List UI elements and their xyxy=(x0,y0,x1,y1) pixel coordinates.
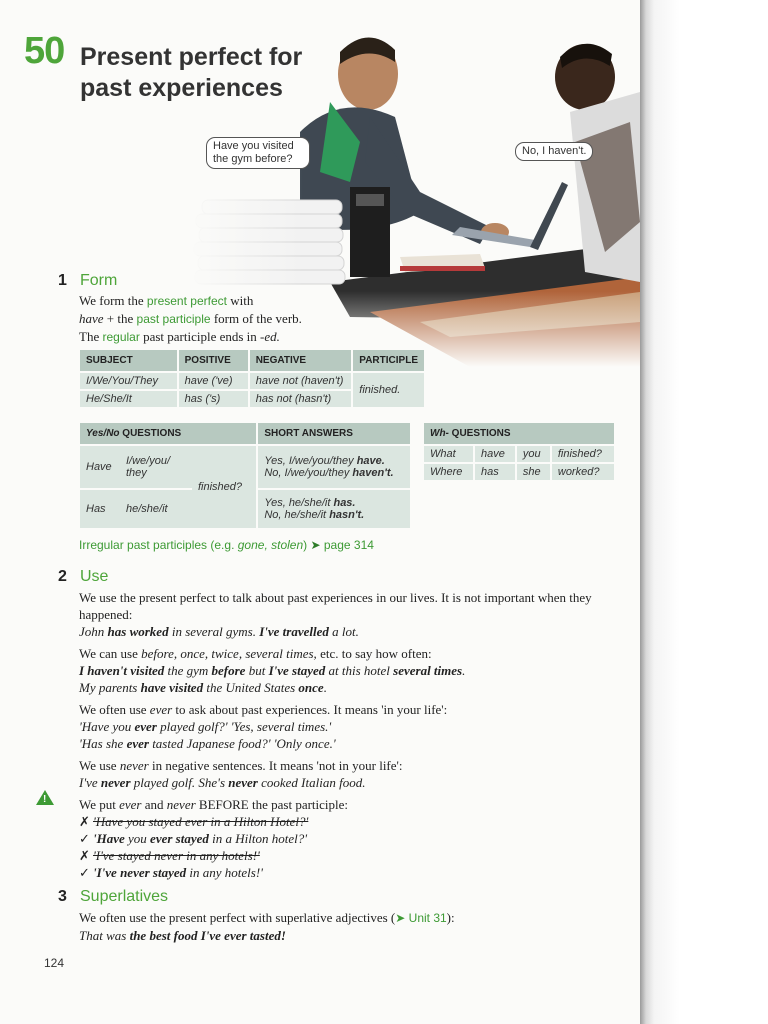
text: 'Have you xyxy=(79,719,135,734)
cell-aux: have xyxy=(473,444,515,462)
cell-subject-singular: he/she/it xyxy=(120,488,192,528)
text: the best food I've ever tasted! xyxy=(129,928,286,943)
cell-short-answers-singular xyxy=(256,488,410,528)
text: hasn't. xyxy=(329,509,365,521)
header-wh-label: Wh- xyxy=(430,428,449,439)
text: I haven't visited xyxy=(79,663,165,678)
page-edge-shadow xyxy=(640,0,768,1024)
text: BEFORE the past participle: xyxy=(195,797,349,812)
text: I've xyxy=(79,775,101,790)
right-example-2 xyxy=(79,864,599,881)
text: . xyxy=(323,680,327,695)
answer-yes-plural xyxy=(264,455,404,467)
text: We can use xyxy=(79,646,142,661)
text: cooked Italian food. xyxy=(257,775,366,790)
cell-subject-plural: I/we/you/ they xyxy=(120,444,192,488)
text: We often use the present perfect with superlative adjectives ( xyxy=(79,910,396,925)
section-1-number: 1 xyxy=(58,272,67,289)
cell-aux: has xyxy=(473,462,515,480)
text: have visited xyxy=(140,680,204,695)
term-regular: regular xyxy=(102,330,140,344)
text: 'Has she xyxy=(79,736,127,751)
text: The xyxy=(79,329,103,344)
text: and xyxy=(141,797,167,812)
text: We often use xyxy=(79,702,150,717)
text: have xyxy=(79,311,104,326)
text: etc. to say how often: xyxy=(316,646,432,661)
cell-subject: she xyxy=(515,462,550,480)
answer-yes-singular xyxy=(264,497,404,509)
text: played golf. She's xyxy=(130,775,229,790)
use-example-2b xyxy=(79,679,599,696)
text: ever xyxy=(149,702,173,717)
answer-no-singular xyxy=(264,509,404,521)
section-2-text xyxy=(79,589,599,881)
text: 'I've never stayed xyxy=(93,865,187,880)
page-reference-link[interactable]: page 314 xyxy=(320,538,374,552)
arrow-right-icon: ➤ xyxy=(310,538,321,552)
text: but xyxy=(245,663,269,678)
cell-subject: He/She/It xyxy=(80,389,177,407)
text: has worked xyxy=(107,624,169,639)
wrong-example-2 xyxy=(79,847,599,864)
text: in any hotels!' xyxy=(186,865,263,880)
cell-aux-have: Have xyxy=(80,444,120,488)
text: gone, stolen xyxy=(237,538,304,552)
text: once xyxy=(298,680,324,695)
page-number: 124 xyxy=(44,956,65,970)
header-negative: NEGATIVE xyxy=(248,350,352,371)
text: before xyxy=(211,663,246,678)
text: has. xyxy=(333,497,356,509)
text: ) xyxy=(303,538,308,552)
cell-subject: I/We/You/They xyxy=(80,371,177,389)
text: 'Have xyxy=(93,831,125,846)
text: the gym xyxy=(164,663,212,678)
wrong-example-1 xyxy=(79,813,599,830)
text: + the xyxy=(103,311,137,326)
cell-positive: have ('ve) xyxy=(177,371,248,389)
text: That was xyxy=(79,928,130,943)
header-yes-no-questions xyxy=(80,423,256,444)
cell-positive: has ('s) xyxy=(177,389,248,407)
text: played golf?' 'Yes, several times.' xyxy=(156,719,332,734)
text: to ask about past experiences. It means 'in your life': xyxy=(172,702,448,717)
section-1-text xyxy=(79,292,409,346)
cell-wh-word: Where xyxy=(424,462,473,480)
text: No, he/she/it xyxy=(264,509,330,521)
use-paragraph-4 xyxy=(79,757,599,774)
yes-no-questions-table xyxy=(80,423,410,528)
text: in several gyms. xyxy=(168,624,260,639)
text: I've travelled xyxy=(259,624,329,639)
text: 'Have you stayed ever in a Hilton Hotel?' xyxy=(93,814,309,829)
text: have. xyxy=(356,455,385,467)
text: tasted Japanese food?' 'Only once.' xyxy=(148,736,336,751)
cell-subject: you xyxy=(515,444,550,462)
answer-no-plural xyxy=(264,467,404,479)
unit-number: 50 xyxy=(24,30,65,72)
form-line-3 xyxy=(79,328,409,346)
text: a lot. xyxy=(328,624,359,639)
section-3-number: 3 xyxy=(58,888,67,905)
text: ever xyxy=(134,719,157,734)
text: Yes, I/we/you/they xyxy=(264,455,357,467)
text: -ed. xyxy=(260,329,280,344)
speech-bubble-receptionist: Have you visited the gym before? xyxy=(206,137,310,169)
unit-reference-link[interactable]: Unit 31 xyxy=(405,911,447,925)
text: past participle ends in xyxy=(139,329,261,344)
header-participle: PARTICIPLE xyxy=(351,350,424,371)
text: 'I've stayed never in any hotels!' xyxy=(93,848,260,863)
section-1-title: Form xyxy=(80,272,118,289)
text: the United States xyxy=(203,680,299,695)
text: Irregular past participles (e.g. xyxy=(79,538,238,552)
use-example-3b xyxy=(79,735,599,752)
text: . xyxy=(462,663,466,678)
cell-verb: finished? xyxy=(550,444,614,462)
use-paragraph-3 xyxy=(79,701,599,718)
text: you xyxy=(124,831,151,846)
cell-participle: finished. xyxy=(351,371,424,407)
form-table xyxy=(80,350,424,407)
text: never xyxy=(119,758,149,773)
text: Yes, he/she/it xyxy=(264,497,334,509)
text: never xyxy=(166,797,196,812)
warning-exclamation: ! xyxy=(43,794,47,805)
use-example-1 xyxy=(79,623,599,640)
text: We put xyxy=(79,797,120,812)
cell-short-answers-plural xyxy=(256,444,410,488)
speech-bubble-customer: No, I haven't. xyxy=(515,142,593,161)
section-2-number: 2 xyxy=(58,568,67,585)
header-positive: POSITIVE xyxy=(177,350,248,371)
irregular-participles-note xyxy=(79,538,374,552)
use-example-4 xyxy=(79,774,599,791)
text: at this hotel xyxy=(325,663,394,678)
cell-aux-has: Has xyxy=(80,488,120,528)
text: I've stayed xyxy=(268,663,326,678)
use-paragraph-5 xyxy=(79,796,599,813)
text: before, once, twice, several times, xyxy=(141,646,317,661)
header-wh-questions xyxy=(424,423,614,444)
check-icon: ✓ xyxy=(79,831,90,846)
text: We use xyxy=(79,758,120,773)
use-example-3a xyxy=(79,718,599,735)
section-2-title: Use xyxy=(80,568,109,585)
header-questions-label: QUESTIONS xyxy=(448,428,511,439)
section-3-title: Superlatives xyxy=(80,888,169,905)
text: ever xyxy=(119,797,142,812)
cell-negative: has not (hasn't) xyxy=(248,389,352,407)
superlatives-paragraph xyxy=(79,909,609,927)
cell-verb: worked? xyxy=(550,462,614,480)
text: haven't. xyxy=(352,467,394,479)
form-line-2 xyxy=(79,310,409,328)
text: ): xyxy=(446,910,455,925)
form-line-1 xyxy=(79,292,409,310)
text: John xyxy=(79,624,108,639)
use-paragraph-1: We use the present perfect to talk about past experiences in our lives. It is not important when they happened: xyxy=(79,590,592,622)
text: several times xyxy=(393,663,463,678)
text: in a Hilton hotel?' xyxy=(208,831,307,846)
text: No, I/we/you/they xyxy=(264,467,353,479)
text: We form the xyxy=(79,293,147,308)
use-example-2a xyxy=(79,662,599,679)
cross-icon: ✗ xyxy=(79,848,90,863)
text: with xyxy=(226,293,254,308)
section-3-text xyxy=(79,909,609,944)
text: My parents xyxy=(79,680,141,695)
term-present-perfect: present perfect xyxy=(146,294,227,308)
text: never xyxy=(100,775,131,790)
text: form of the verb. xyxy=(210,311,302,326)
header-questions-label: QUESTIONS xyxy=(119,428,182,439)
text: in negative sentences. It means 'not in your life': xyxy=(148,758,403,773)
text: never xyxy=(228,775,258,790)
cross-icon: ✗ xyxy=(79,814,90,829)
cell-verb-finished: finished? xyxy=(192,444,256,528)
cell-wh-word: What xyxy=(424,444,473,462)
header-subject: SUBJECT xyxy=(80,350,177,371)
text: ever stayed xyxy=(150,831,209,846)
unit-title: Present perfect for past experiences xyxy=(80,43,303,102)
check-icon: ✓ xyxy=(79,865,90,880)
use-paragraph-2 xyxy=(79,645,599,662)
arrow-right-icon: ➤ xyxy=(395,911,406,925)
term-past-participle: past participle xyxy=(136,312,211,326)
header-yes-no-label: Yes/No xyxy=(86,428,120,439)
cell-negative: have not (haven't) xyxy=(248,371,352,389)
header-short-answers: SHORT ANSWERS xyxy=(256,423,410,444)
text: ever xyxy=(126,736,149,751)
right-example-1 xyxy=(79,830,599,847)
superlatives-example xyxy=(79,927,609,944)
wh-questions-table xyxy=(424,423,614,480)
